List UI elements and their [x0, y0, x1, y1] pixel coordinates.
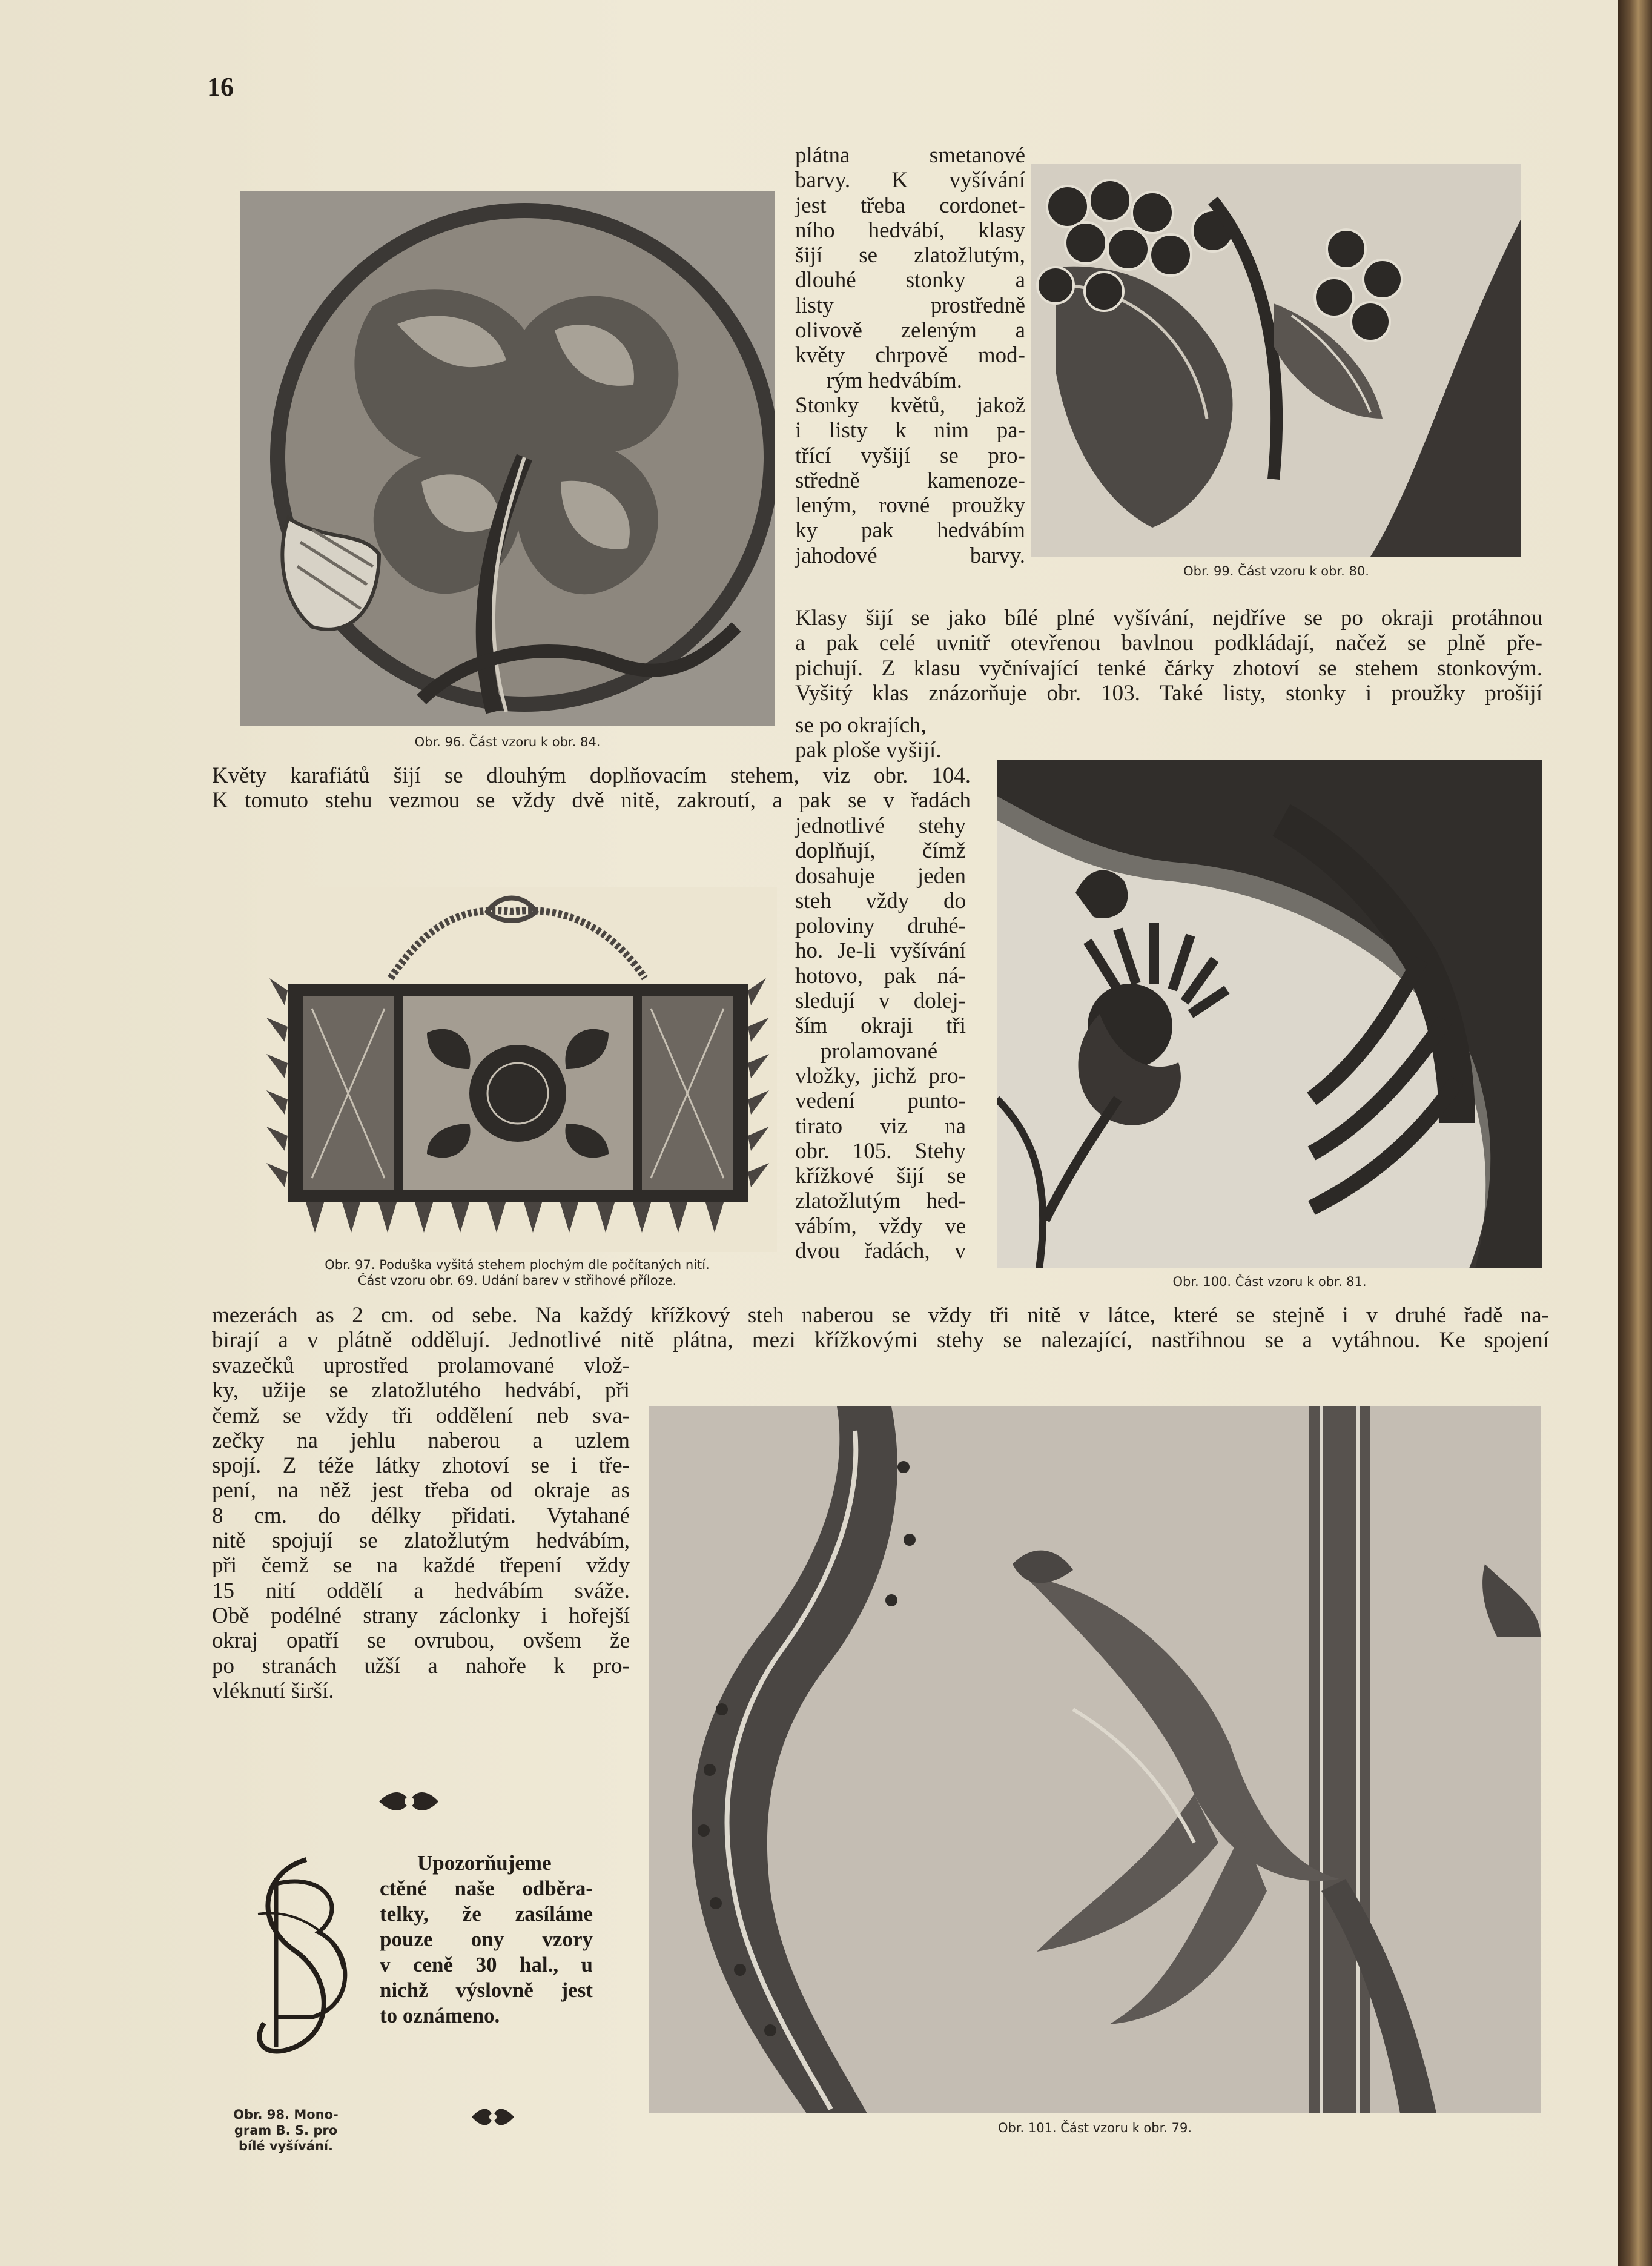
figure-98-caption-line-3: bílé vyšívání. — [238, 2139, 334, 2153]
figure-101-illustration — [649, 1406, 1541, 2113]
column-text-mid-a — [795, 713, 989, 763]
figure-99-image — [1031, 164, 1521, 557]
notice-line: v ceně 30 hal., u — [380, 1953, 593, 1976]
text-line: dosahuje jeden — [795, 863, 966, 889]
figure-96-caption: Obr. 96. Část vzoru k obr. 84. — [414, 735, 601, 749]
text-line: středně kamenoze- — [795, 468, 1025, 493]
text-line: 8 cm. do délky přidati. Vytahané — [212, 1503, 630, 1528]
text-line: po stranách užší a nahoře k pro- — [212, 1653, 630, 1678]
text-line: křížkové šijí se — [795, 1164, 966, 1189]
full-width-text — [212, 1303, 1549, 1353]
text-line: okraj opatří se ovrubou, ovšem že — [212, 1628, 630, 1654]
text-line: ho. Je-li vyšívání — [795, 938, 966, 964]
text-line: rým hedvábím. — [827, 368, 963, 393]
text-line: ního hedvábí, klasy — [795, 217, 1025, 243]
notice-line: nichž výslovně jest — [380, 1978, 593, 2002]
text-line: steh vždy do — [795, 888, 966, 913]
text-line: vedení punto- — [795, 1088, 966, 1114]
text-line: plátna smetanové — [795, 143, 1025, 168]
figure-97-illustration — [257, 887, 777, 1252]
text-line: spojí. Z téže látky zhotoví se i tře- — [212, 1453, 630, 1479]
page-number: 16 — [207, 72, 234, 102]
text-line: poloviny druhé- — [795, 913, 966, 939]
text-line: barvy. K vyšívání — [795, 168, 1025, 193]
figure-100-image — [997, 760, 1542, 1268]
figure-100-caption: Obr. 100. Část vzoru k obr. 81. — [1172, 1274, 1367, 1289]
text-line: obr. 105. Stehy — [795, 1138, 966, 1164]
text-line: i listy k nim pa- — [795, 418, 1025, 443]
notice-line: ctěné naše odběra- — [380, 1877, 593, 1900]
text-line: vložky, jichž pro- — [795, 1063, 966, 1088]
text-line: Vyšitý klas znázorňuje obr. 103. Také listy, stonky i proužky prošijí — [795, 680, 1542, 706]
text-line: sledují v dolej- — [795, 989, 966, 1014]
leaf-ornament-top — [373, 1783, 444, 1820]
text-line: květy chrpově mod- — [795, 343, 1025, 368]
figure-100-illustration — [997, 760, 1542, 1268]
leaf-ornament-bottom — [467, 2100, 519, 2134]
text-line: jednotlivé stehy — [795, 813, 966, 838]
book-spine — [1618, 0, 1652, 2266]
text-line: pichují. Z klasu vyčnívající tenké čárky zhotoví se stehem stonkovým. — [795, 655, 1542, 681]
text-line: vléknutí širší. — [212, 1678, 334, 1703]
figure-97-caption-line-2: Část vzoru obr. 69. Udání barev v střihové příloze. — [357, 1273, 677, 1288]
figure-96-illustration — [240, 191, 775, 726]
figure-97-caption-line-1: Obr. 97. Poduška vyšitá stehem plochým dle počítaných nití. — [325, 1257, 710, 1272]
column-text-mid-b — [795, 813, 966, 1264]
text-line: tirato viz na — [795, 1113, 966, 1139]
figure-98-monogram — [240, 1847, 367, 2066]
text-line: Obě podélné strany záclonky i hořejší — [212, 1603, 630, 1628]
text-line: Květy karafiátů šijí se dlouhým doplňovacím stehem, viz obr. 104. — [212, 763, 971, 788]
notice-line: to oznámeno. — [380, 2004, 500, 2027]
text-line: mezerách as 2 cm. od sebe. Na každý křížkový steh naberou se vždy tři nitě v látce, které se stejně i v druhé řadě na- — [212, 1303, 1549, 1328]
text-line: zlatožlutým hed- — [795, 1188, 966, 1214]
text-line: dvou řadách, v — [795, 1239, 966, 1264]
figure-98-caption-line-2: gram B. S. pro — [234, 2123, 338, 2138]
subscriber-notice — [380, 1850, 593, 2029]
notice-line: telky, že zasíláme — [380, 1902, 593, 1926]
text-line: birají a v plátně oddělují. Jednotlivé nitě plátna, mezi křížkovými stehy se nalezající, nastřihnou se a vytáhnou. Ke spojení — [212, 1328, 1549, 1353]
text-line: Stonky květů, jakož — [795, 393, 1025, 418]
notice-line: Upozorňujeme — [417, 1851, 552, 1875]
text-line: se po okrajích, — [795, 713, 927, 738]
text-line: ky pak hedvábím — [795, 518, 1025, 543]
figure-101-caption: Obr. 101. Část vzoru k obr. 79. — [997, 2121, 1192, 2135]
text-line: dlouhé stonky a — [795, 268, 1025, 293]
text-line: ším okraji tři — [795, 1013, 966, 1039]
text-line: zečky na jehlu naberou a uzlem — [212, 1428, 630, 1453]
text-line: ky, užije se zlatožlutého hedvábí, při — [212, 1378, 630, 1403]
figure-99-illustration — [1031, 164, 1521, 557]
text-line: Klasy šijí se jako bílé plné vyšívání, nejdříve se po okraji protáhnou — [795, 606, 1542, 631]
bottom-left-text — [212, 1353, 630, 1703]
wide-text-block — [795, 606, 1542, 706]
text-line: listy prostředně — [795, 293, 1025, 318]
text-line: jest třeba cordonet- — [795, 193, 1025, 218]
text-line: čemž se vždy tři oddělení neb sva- — [212, 1403, 630, 1428]
figure-97-caption — [257, 1257, 777, 1288]
figure-97-image — [257, 887, 777, 1252]
text-line: olivově zeleným a — [795, 318, 1025, 343]
figure-98-caption-line-1: Obr. 98. Mono- — [233, 2107, 339, 2122]
text-line: svazečků uprostřed prolamované vlož- — [212, 1353, 630, 1378]
text-line: jahodové barvy. — [795, 543, 1025, 568]
figure-99-caption: Obr. 99. Část vzoru k obr. 80. — [1183, 564, 1369, 578]
text-line: při čemž se na každé třepení vždy — [212, 1553, 630, 1579]
text-line: doplňují, čímž — [795, 838, 966, 864]
column-text-top — [795, 143, 1025, 568]
left-text-lines — [212, 763, 971, 813]
figure-96-image — [240, 191, 775, 726]
text-line: 15 nití oddělí a hedvábím sváže. — [212, 1578, 630, 1603]
figure-101-image — [649, 1406, 1541, 2113]
text-line: prolamované — [821, 1038, 938, 1064]
figure-98-caption — [213, 2107, 358, 2154]
text-line: hotovo, pak ná- — [795, 963, 966, 989]
text-line: šijí se zlatožlutým, — [795, 243, 1025, 268]
text-line: pení, na něž jest třeba od okraje as — [212, 1478, 630, 1503]
text-line: K tomuto stehu vezmou se vždy dvě nitě, zakroutí, a pak se v řadách — [212, 788, 971, 813]
notice-line: pouze ony vzory — [380, 1927, 593, 1951]
text-line: třící vyšijí se pro- — [795, 443, 1025, 468]
text-line: pak ploše vyšijí. — [795, 738, 942, 763]
text-line: a pak celé uvnitř otevřenou bavlnou podkládají, načež se plně pře- — [795, 631, 1542, 656]
text-line: leným, rovné proužky — [795, 493, 1025, 518]
text-line: vábím, vždy ve — [795, 1213, 966, 1239]
text-line: nitě spojují se zlatožlutým hedvábím, — [212, 1528, 630, 1554]
